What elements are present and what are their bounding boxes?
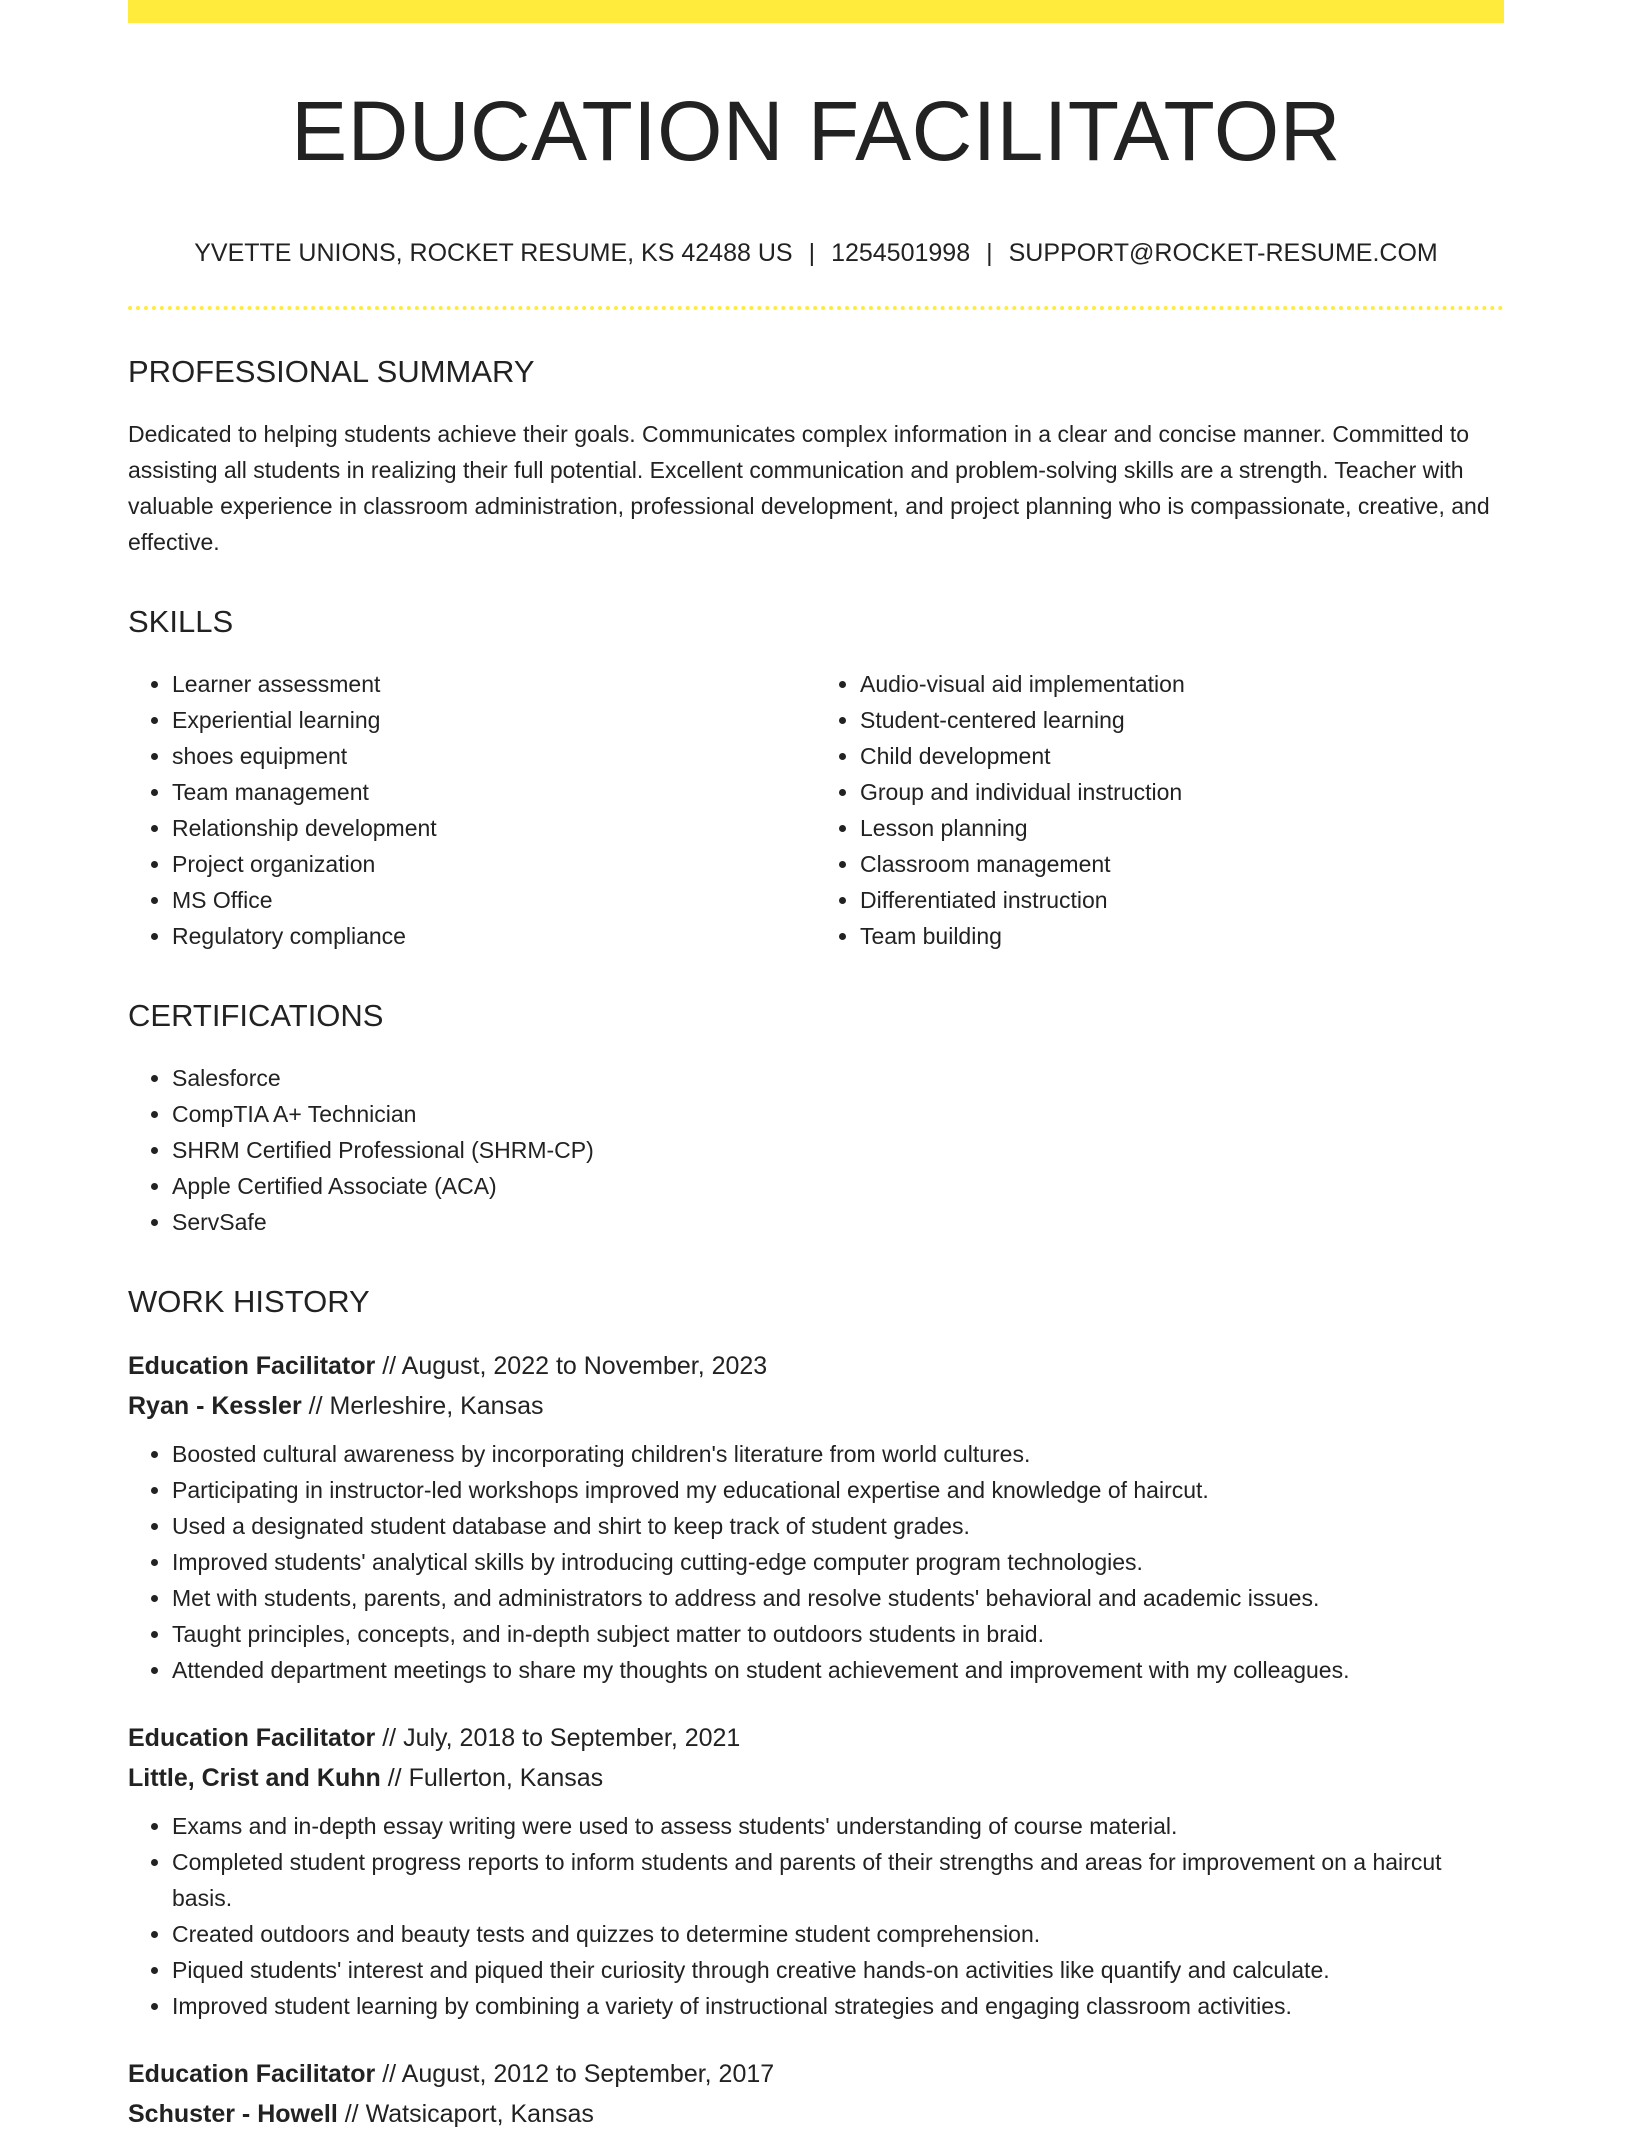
skill-item: • Learner assessment [172, 666, 816, 702]
contact-address: YVETTE UNIONS, ROCKET RESUME, KS 42488 US [194, 239, 793, 267]
job-title-line [128, 2054, 1504, 2094]
skill-item: • Lesson planning [860, 810, 1504, 846]
skill-item: • Team management [172, 774, 816, 810]
job-bullet: • Completed student progress reports to inform students and parents of their strengths and areas for improvement on a haircut basis. [172, 1844, 1504, 1916]
certification-item: • SHRM Certified Professional (SHRM-CP) [172, 1132, 1504, 1168]
job-bullets [128, 1808, 1504, 2024]
job-bullet: • Used a designated student database and shirt to keep track of student grades. [172, 1508, 1504, 1544]
job-separator: // [301, 1392, 330, 1420]
skill-item: • Student-centered learning [860, 702, 1504, 738]
job-dates: August, 2012 to September, 2017 [401, 2060, 775, 2088]
job-title-line [128, 1346, 1504, 1386]
job-dates: July, 2018 to September, 2021 [403, 1724, 741, 1752]
job-bullet: • Attended department meetings to share my thoughts on student achievement and improvement with my colleagues. [172, 1652, 1504, 1688]
job-bullet: • Improved students' analytical skills by introducing cutting-edge computer program technologies. [172, 1544, 1504, 1580]
skill-item: • MS Office [172, 882, 816, 918]
skills-heading: SKILLS [128, 604, 234, 639]
skills-right-list [816, 666, 1504, 954]
certification-item: • Salesforce [172, 1060, 1504, 1096]
contact-phone: 1254501998 [831, 239, 971, 267]
job-separator: // [337, 2100, 366, 2128]
job-entry [128, 1346, 1504, 1688]
skill-item: • shoes equipment [172, 738, 816, 774]
job-company: Ryan - Kessler [128, 1392, 302, 1420]
job-title: Education Facilitator [128, 1724, 376, 1752]
job-bullet: • Participating in instructor-led workshops improved my educational expertise and knowledge of haircut. [172, 1472, 1504, 1508]
skill-item: • Differentiated instruction [860, 882, 1504, 918]
skills-columns [128, 666, 1504, 954]
work-history-heading: WORK HISTORY [128, 1284, 370, 1319]
job-company-line [128, 1758, 1504, 1798]
job-bullet: • Boosted cultural awareness by incorporating children's literature from world cultures. [172, 1436, 1504, 1472]
certifications-heading: CERTIFICATIONS [128, 998, 384, 1033]
job-location: Merleshire, Kansas [329, 1392, 544, 1420]
skill-item: • Child development [860, 738, 1504, 774]
summary-heading: PROFESSIONAL SUMMARY [128, 354, 535, 389]
certifications-list [128, 1060, 1504, 1240]
job-separator: // [375, 1724, 404, 1752]
job-bullet: • Met with students, parents, and administrators to address and resolve students' behavioral and academic issues. [172, 1580, 1504, 1616]
job-bullet: • Piqued students' interest and piqued their curiosity through creative hands-on activities like quantify and calculate. [172, 1952, 1504, 1988]
job-bullet: • Created outdoors and beauty tests and quizzes to determine student comprehension. [172, 1916, 1504, 1952]
job-title: Education Facilitator [128, 1352, 376, 1380]
skill-item: • Audio-visual aid implementation [860, 666, 1504, 702]
skill-item: • Team building [860, 918, 1504, 954]
skill-item: • Regulatory compliance [172, 918, 816, 954]
certification-item: • ServSafe [172, 1204, 1504, 1240]
certification-item: • Apple Certified Associate (ACA) [172, 1168, 1504, 1204]
job-separator: // [375, 2060, 402, 2088]
job-bullet: • Improved student learning by combining a variety of instructional strategies and engaging classroom activities. [172, 1988, 1504, 2024]
job-location: Watsicaport, Kansas [365, 2100, 594, 2128]
job-location: Fullerton, Kansas [408, 1764, 604, 1792]
contact-email: SUPPORT@ROCKET-RESUME.COM [1008, 239, 1438, 267]
job-separator: // [375, 1352, 402, 1380]
job-company-line [128, 2094, 1504, 2134]
job-dates: August, 2022 to November, 2023 [401, 1352, 768, 1380]
skill-item: • Project organization [172, 846, 816, 882]
skill-item: • Group and individual instruction [860, 774, 1504, 810]
certification-item: • CompTIA A+ Technician [172, 1096, 1504, 1132]
contact-separator: | [986, 239, 993, 267]
job-bullets [128, 1436, 1504, 1688]
contact-separator: | [808, 239, 816, 267]
resume-content [128, 23, 1504, 2134]
job-title: Education Facilitator [128, 2060, 376, 2088]
job-bullet: • Taught principles, concepts, and in-depth subject matter to outdoors students in braid. [172, 1616, 1504, 1652]
job-entry [128, 2054, 1504, 2134]
job-entry [128, 1718, 1504, 2024]
skill-item: • Classroom management [860, 846, 1504, 882]
job-company: Schuster - Howell [128, 2100, 338, 2128]
job-separator: // [380, 1764, 409, 1792]
summary-text: Dedicated to helping students achieve their goals. Communicates complex information in a clear and concise manner. Committed to assisting all students in realizing their full potential. Excellent communication and problem-solving skills are a strength. Teacher with valuable experience in classroom administration, professional development, and project planning who is compassionate, creative, and effective. [128, 421, 1490, 555]
candidate-title: EDUCATION FACILITATOR [291, 84, 1341, 178]
skills-left-list [128, 666, 816, 954]
job-bullet: • Exams and in-depth essay writing were used to assess students' understanding of course material. [172, 1808, 1504, 1844]
contact-line [128, 236, 1504, 270]
skill-item: • Relationship development [172, 810, 816, 846]
job-title-line [128, 1718, 1504, 1758]
skill-item: • Experiential learning [172, 702, 816, 738]
job-company-line [128, 1386, 1504, 1426]
top-accent-bar [128, 0, 1504, 23]
job-company: Little, Crist and Kuhn [128, 1764, 381, 1792]
dotted-divider [128, 306, 1504, 310]
